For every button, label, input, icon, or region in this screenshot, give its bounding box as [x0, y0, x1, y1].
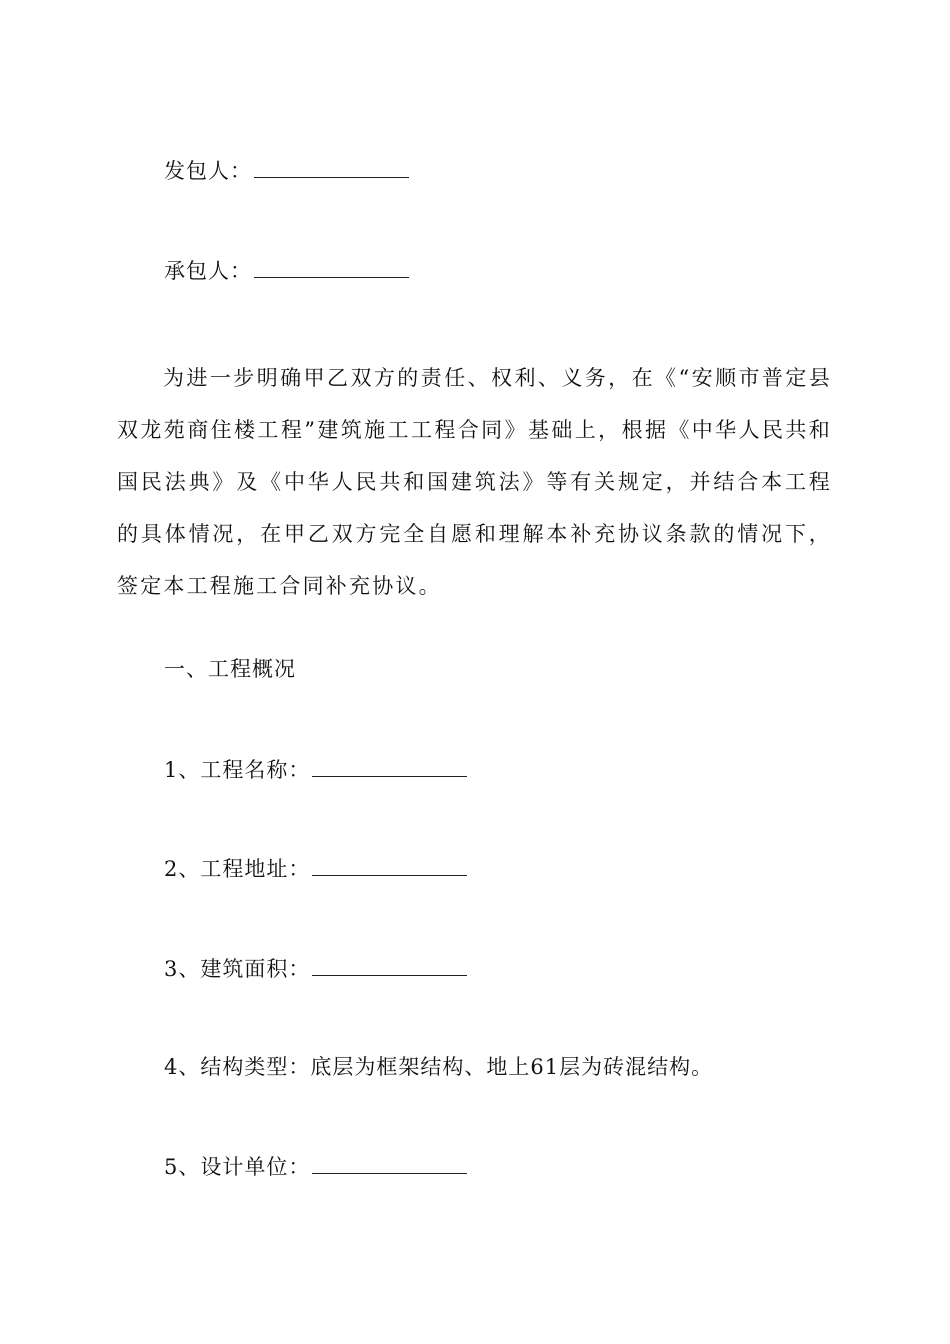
- item-label: 1、工程名称：: [164, 758, 311, 782]
- item-design-unit: [164, 1152, 467, 1182]
- employer-label: 发包人：: [164, 159, 252, 183]
- employer-blank: [254, 157, 409, 178]
- item-blank: [312, 855, 467, 876]
- section-heading: 一、工程概况: [164, 657, 296, 681]
- item-blank: [312, 756, 467, 777]
- item-label: 5、设计单位：: [164, 1155, 311, 1179]
- contractor-label: 承包人：: [164, 259, 252, 283]
- item-project-name: [164, 755, 467, 785]
- intro-paragraph: 为进一步明确甲乙双方的责任、权利、义务，在《“安顺市普定县双龙苑商住楼工程”建筑施工工程合同》基础上，根据《中华人民共和国民法典》及《中华人民共和国建筑法》等有关规定，并结合本工程的具体情况，在甲乙双方完全自愿和理解本补充协议条款的情况下，签定本工程施工合同补充协议。: [117, 366, 832, 598]
- item-label: 2、工程地址：: [164, 857, 311, 881]
- item-building-area: [164, 954, 467, 984]
- item-label: 4、结构类型：底层为框架结构、地上61层为砖混结构。: [164, 1055, 714, 1079]
- item-blank: [312, 1153, 467, 1174]
- employer-field: [164, 156, 409, 186]
- item-project-address: [164, 854, 467, 884]
- contractor-blank: [254, 257, 409, 278]
- item-structure-type: [164, 1052, 713, 1082]
- contractor-field: [164, 256, 409, 286]
- item-label: 3、建筑面积：: [164, 957, 311, 981]
- item-blank: [312, 955, 467, 976]
